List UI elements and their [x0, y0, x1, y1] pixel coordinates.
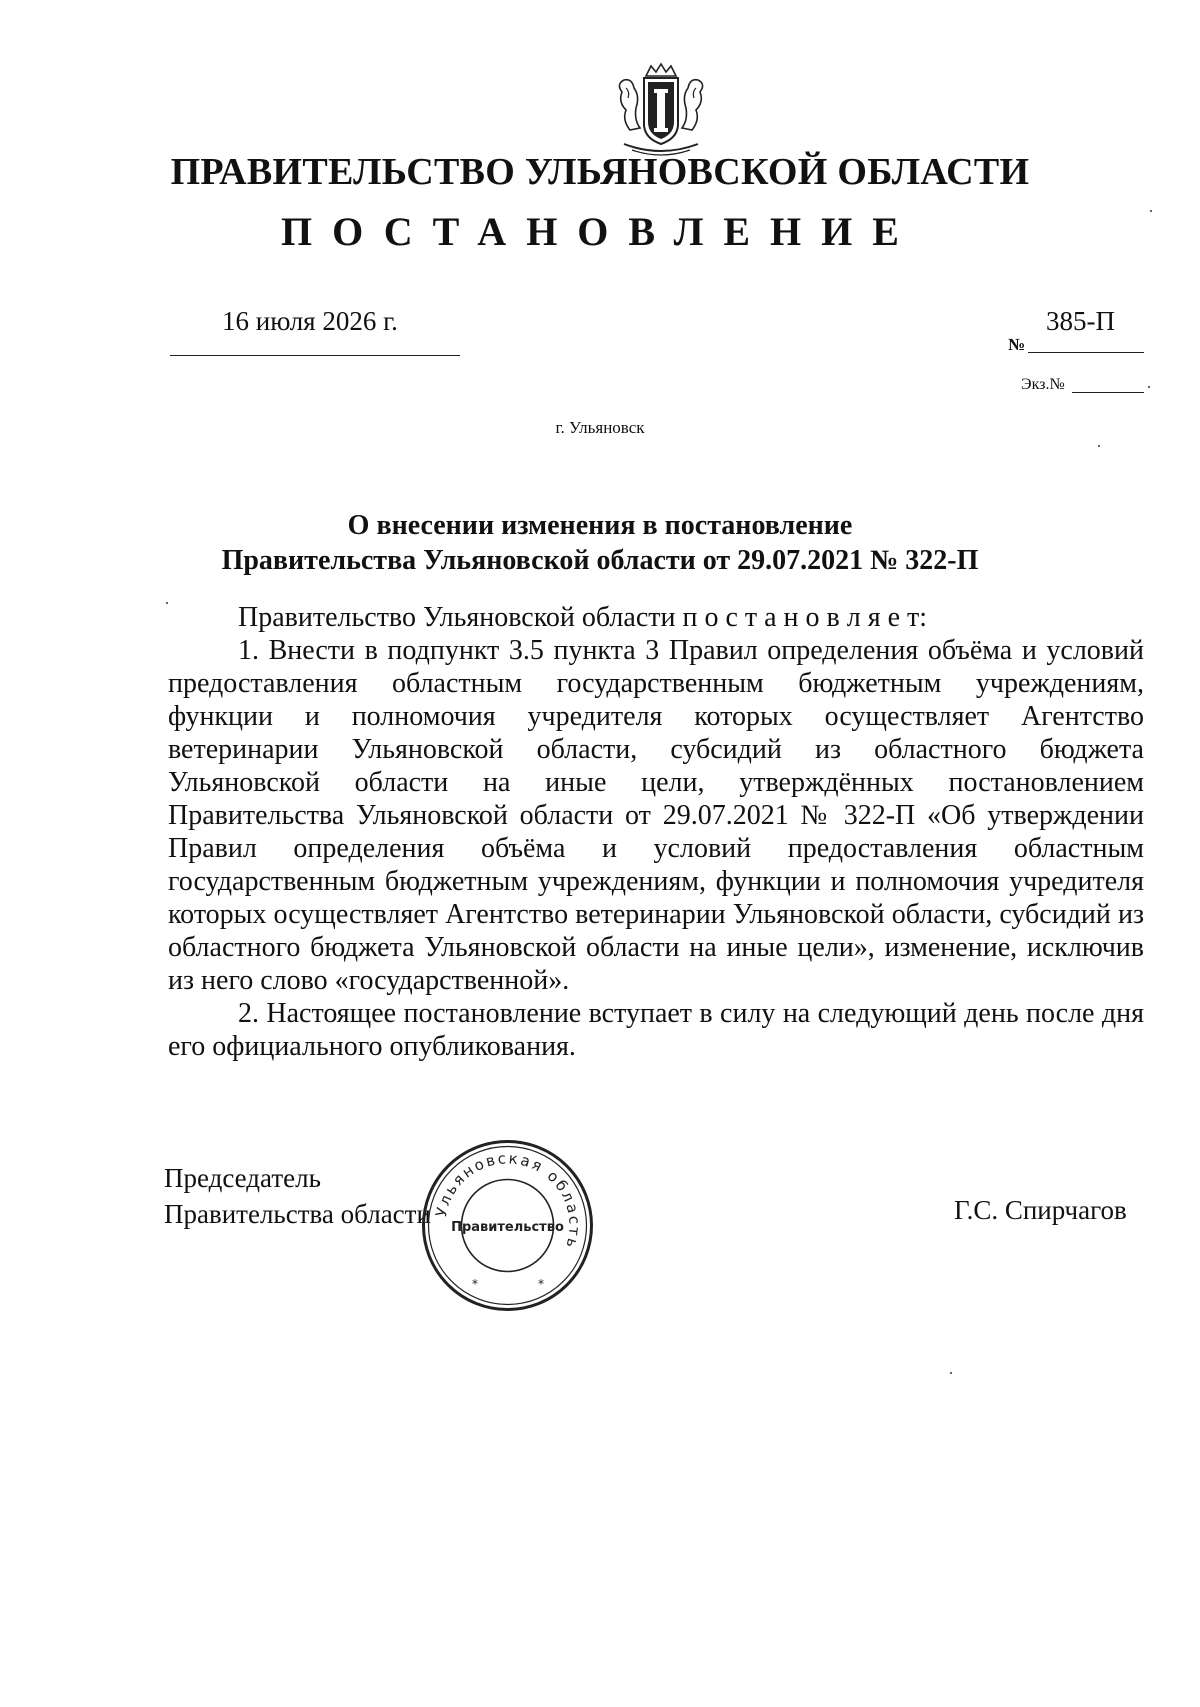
seal-center-text: Правительство [451, 1220, 564, 1235]
city-line: г. Ульяновск [555, 418, 645, 437]
subject-line-2: Правительства Ульяновской области от 29.07.2021 № 322-П [221, 545, 979, 576]
copy-number-underline [1072, 392, 1144, 393]
subject-line-1: О внесении изменения в постановление [347, 510, 853, 541]
document-subject [0, 508, 1200, 578]
coat-of-arms-icon [606, 62, 716, 160]
body-intro: Правительство Ульяновской области п о с т а н о в л я е т: [238, 602, 928, 633]
signer-title [164, 1160, 431, 1232]
seal-star-icon: * [538, 1277, 544, 1291]
round-seal-icon [420, 1138, 595, 1313]
scan-speck [950, 1372, 952, 1374]
scan-speck [1098, 445, 1100, 447]
scan-speck [166, 602, 168, 604]
signer-title-line-2: Правительства области [164, 1199, 431, 1229]
signer-title-line-1: Председатель [164, 1163, 321, 1193]
document-body [168, 601, 1144, 1063]
organization-title: ПРАВИТЕЛЬСТВО УЛЬЯНОВСКОЙ ОБЛАСТИ [170, 151, 1030, 193]
document-type-heading: ПОСТАНОВЛЕНИЕ [281, 209, 919, 254]
seal-star-icon: * [472, 1277, 478, 1291]
signer-name: Г.С. Спирчагов [954, 1195, 1127, 1225]
number-underline [1028, 352, 1144, 353]
scan-speck [1148, 386, 1150, 388]
body-paragraph-2: 2. Настоящее постановление вступает в силу на следующий день после дня его официального опубликования. [168, 998, 1144, 1062]
body-paragraph-1: 1. Внести в подпункт 3.5 пункта 3 Правил определения объёма и условий предоставления областным государственным бюджетным учреждениям, функции и полномочия учредителя которых осуществляет Агентство ветеринарии Ульяновской области, субсидий из областного бюджета Ульяновской области на иные цели, утверждённых постановлением Правительства Ульяновской области от 29.07.2021 № 322-П «Об утверждении Правил определения объёма и условий предоставления областным государственным бюджетным учреждениям, функции и полномочия учредителя которых осуществляет Агентство ветеринарии Ульяновской области, субсидий из областного бюджета Ульяновской области на иные цели», изменение, исключив из него слово «государственной». [168, 635, 1144, 996]
date-underline [170, 355, 460, 356]
document-date: 16 июля 2026 г. [222, 306, 398, 336]
svg-text:Ульяновская область [432, 1149, 584, 1252]
document-number: 385-П [1046, 306, 1115, 336]
scan-speck [1150, 210, 1152, 212]
seal-outer-text: Ульяновская область [432, 1149, 584, 1252]
number-label: № [1008, 335, 1026, 354]
copy-number-label: Экз.№ [1021, 376, 1065, 393]
